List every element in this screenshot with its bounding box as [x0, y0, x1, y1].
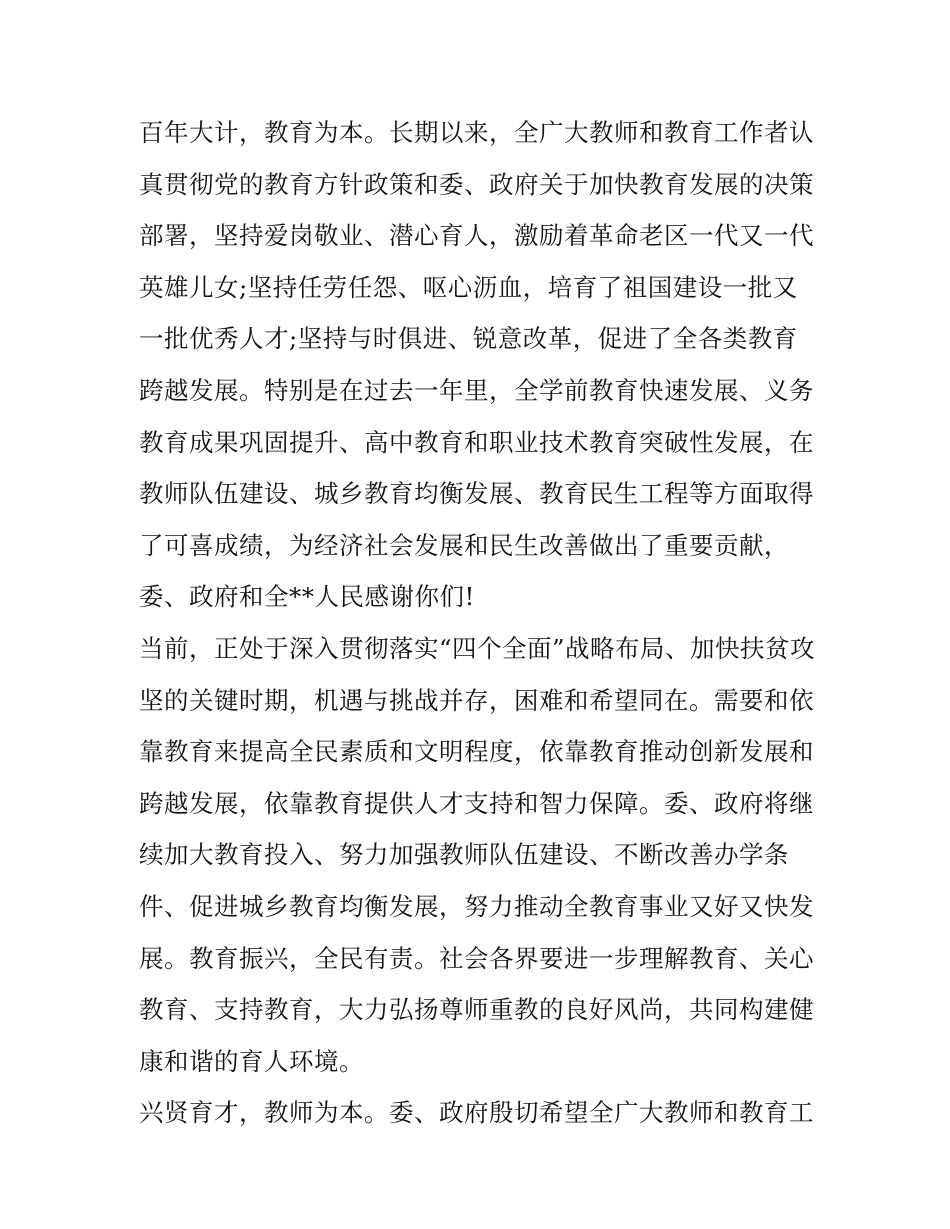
- text-line: 一批优秀人才;坚持与时俱进、锐意改革，促进了全各类教育: [139, 324, 798, 354]
- text-line: 百年大计，教育为本。长期以来，全广大教师和教育工作者认: [139, 118, 814, 147]
- text-line: 了可喜成绩，为经济社会发展和民生改善做出了重要贡献，: [139, 530, 789, 560]
- text-line: 兴贤育才，教师为本。委、政府殷切希望全广大教师和教育工: [139, 1098, 814, 1128]
- text-line: 真贯彻党的教育方针政策和委、政府关于加快教育发展的决策: [139, 169, 814, 199]
- text-line: 委、政府和全**人民感谢你们!: [139, 582, 475, 612]
- body-text: [139, 107, 829, 1139]
- text-line: 教育成果巩固提升、高中教育和职业技术教育突破性发展，在: [139, 427, 814, 457]
- text-line: 坚的关键时期，机遇与挑战并存，困难和希望同在。需要和依: [139, 685, 814, 715]
- text-line: 当前，正处于深入贯彻落实“四个全面”战略布局、加快扶贫攻: [139, 633, 816, 663]
- text-line: 教师队伍建设、城乡教育均衡发展、教育民生工程等方面取得: [139, 479, 814, 509]
- text-line: 康和谐的育人环境。: [139, 1046, 364, 1076]
- text-line: 部署，坚持爱岗敬业、潜心育人，激励着革命老区一代又一代: [139, 221, 814, 251]
- text-line: 续加大教育投入、努力加强教师队伍建设、不断改善办学条: [139, 840, 789, 870]
- text-line: 跨越发展，依靠教育提供人才支持和智力保障。委、政府将继: [139, 788, 814, 818]
- text-line: 展。教育振兴，全民有责。社会各界要进一步理解教育、关心: [139, 943, 814, 973]
- text-line: 跨越发展。特别是在过去一年里，全学前教育快速发展、义务: [139, 375, 814, 405]
- text-line: 靠教育来提高全民素质和文明程度，依靠教育推动创新发展和: [139, 737, 814, 767]
- text-line: 教育、支持教育，大力弘扬尊师重教的良好风尚，共同构建健: [139, 995, 814, 1025]
- text-line: 件、促进城乡教育均衡发展，努力推动全教育事业又好又快发: [139, 891, 814, 921]
- text-line: 英雄儿女;坚持任劳任怨、呕心沥血，培育了祖国建设一批又: [139, 272, 798, 302]
